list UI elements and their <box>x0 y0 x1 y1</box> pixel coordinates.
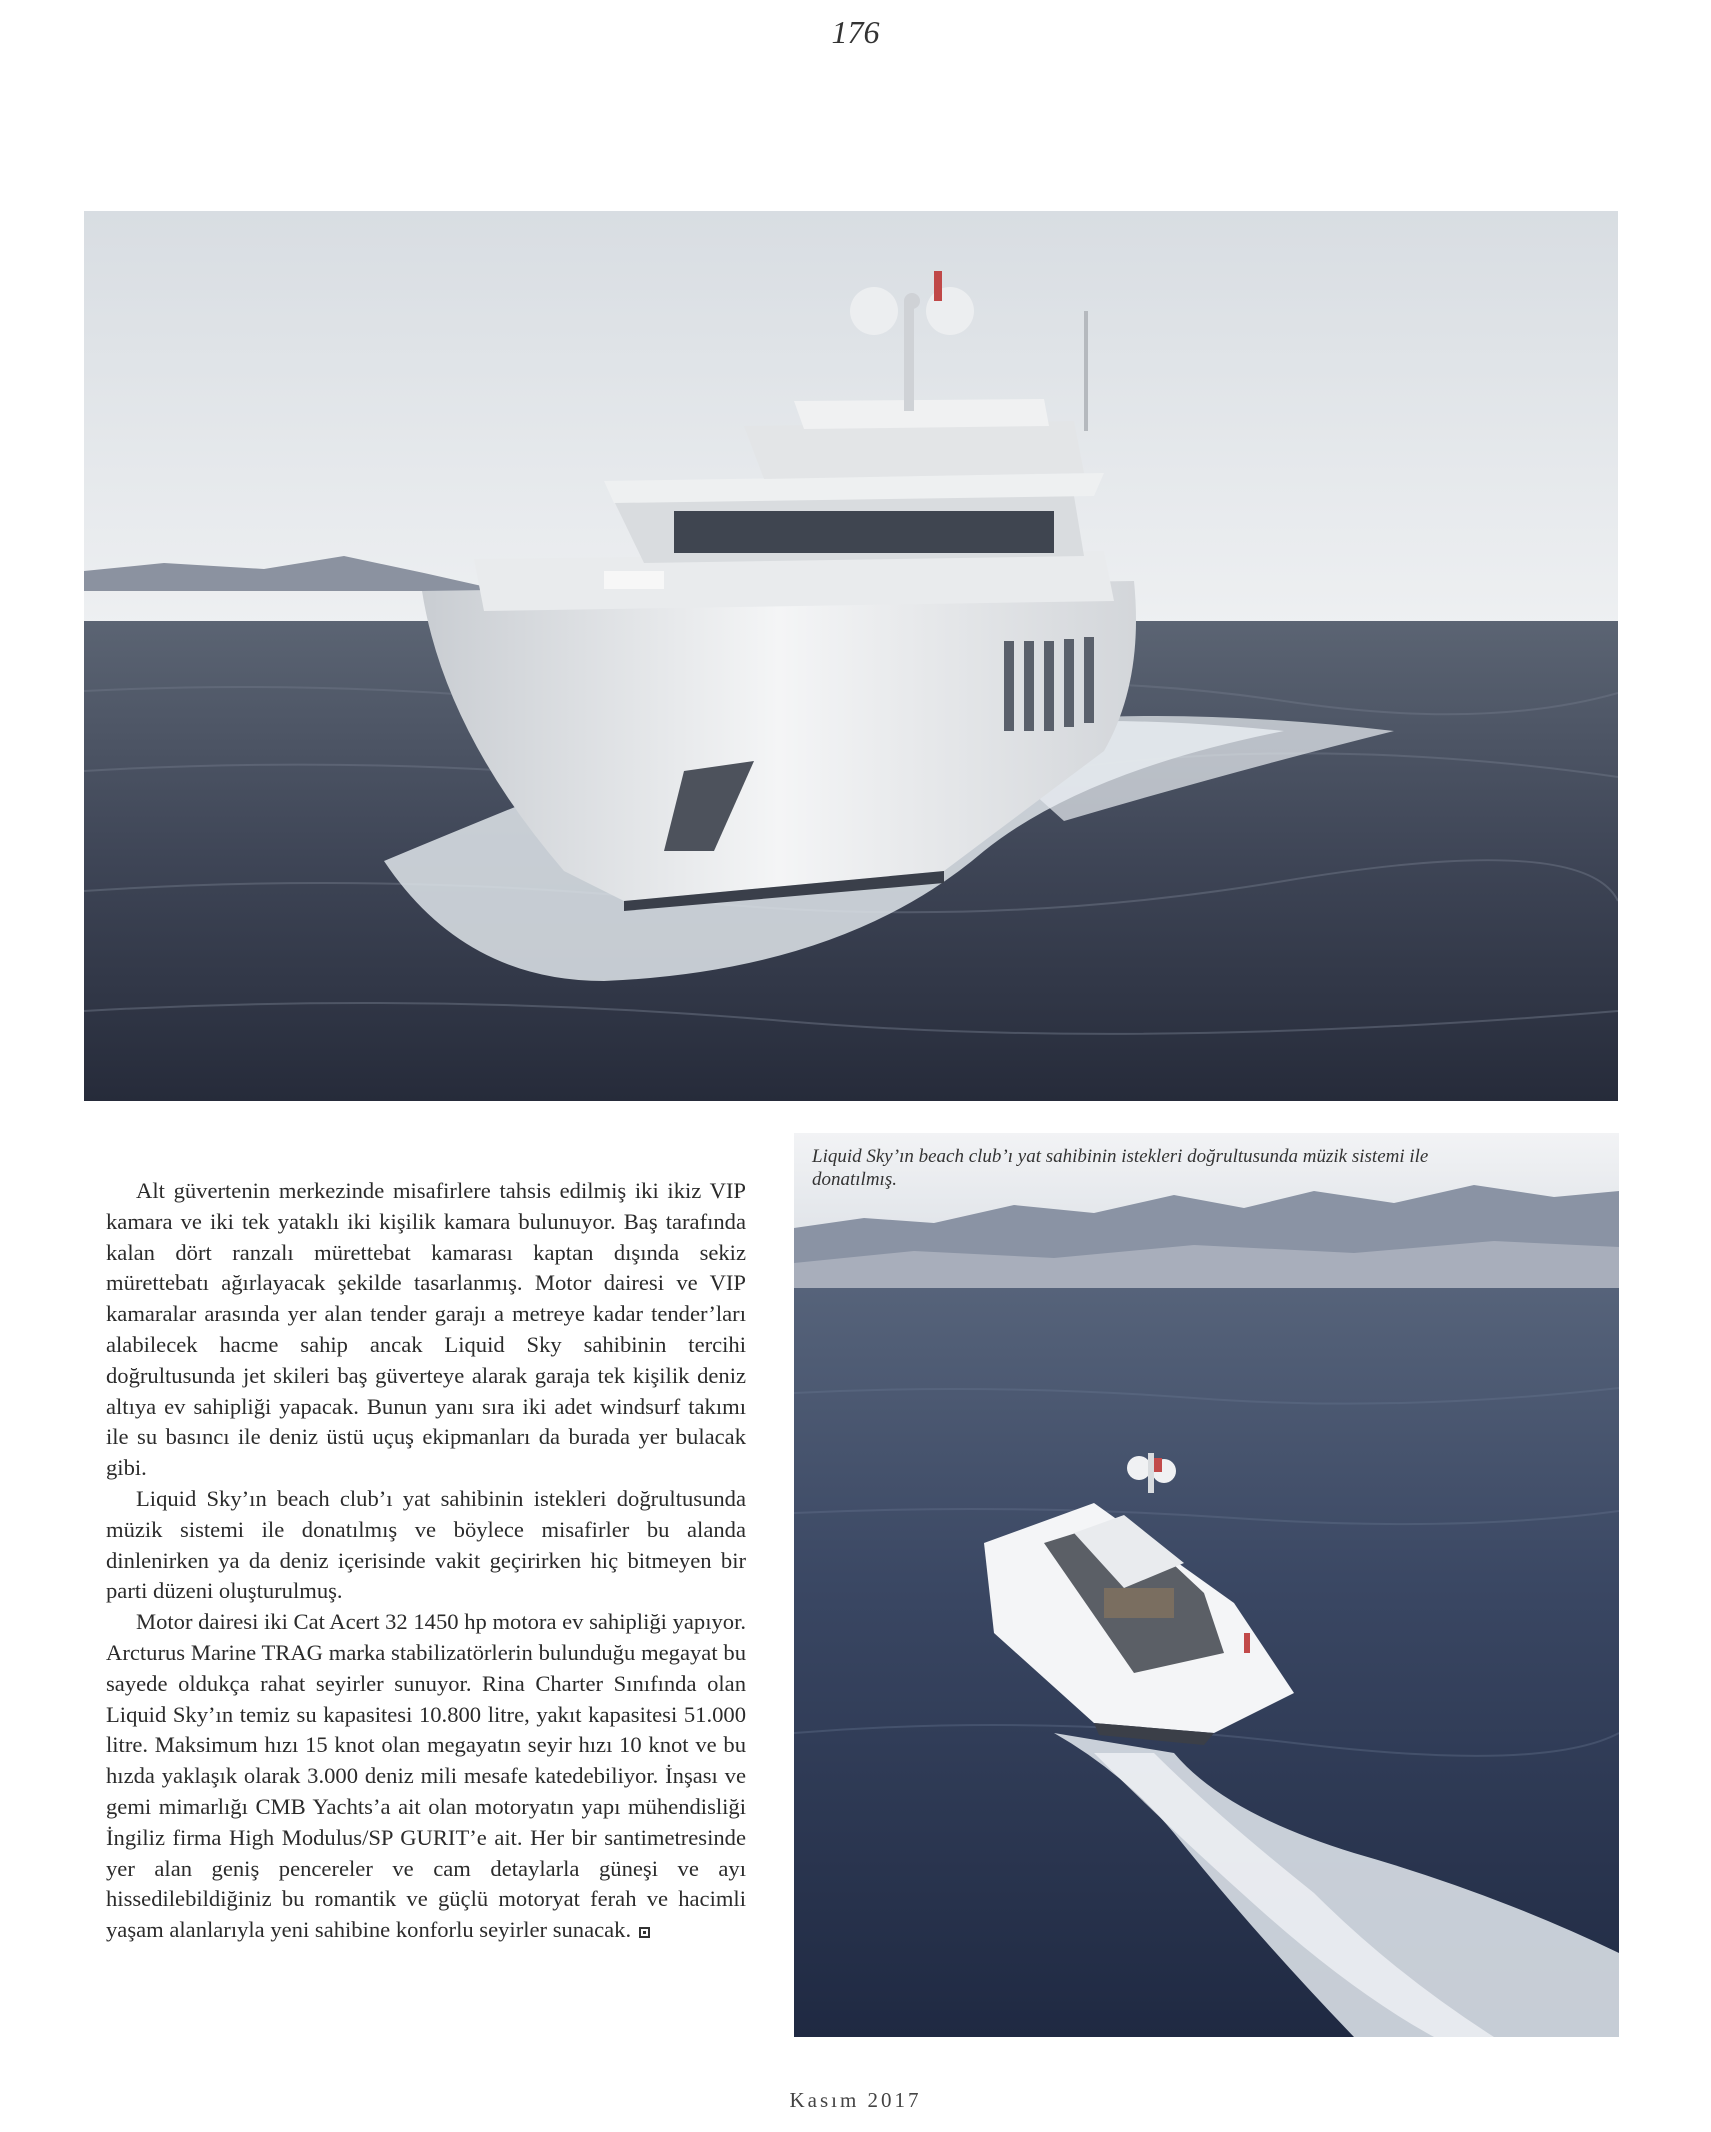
article-paragraph-1: Alt güvertenin merkezinde misafirlere tahsis edilmiş iki ikiz VIP kamara ve iki tek yataklı iki kişilik kamara bulunuyor. Baş tarafında kalan dört ranzalı mürettebat kamarası kaptan dışında sekiz mürettebatı ağırlayacak şekilde tasarlanmış. Motor dairesi ve VIP kamaralar arasında yer alan tender garajı a metreye kadar tender’ları alabilecek hacme sahip ancak Liquid Sky sahibinin tercihi doğrultusunda jet skileri baş güverteye alarak garaja tek kişilik deniz altıya ev sahipliği yapacak. Bunun yanı sıra iki adet windsurf takımı ile su basıncı ile deniz üstü uçuş ekipmanları da burada yer bulacak gibi. <box>106 1178 746 1481</box>
article-paragraph-3-text: Motor dairesi iki Cat Acert 32 1450 hp motora ev sahipliği yapıyor. Arcturus Marine TRAG marka stabilizatörlerin bulunduğu megayat bu sayede oldukça rahat seyirler sunuyor. Rina Charter Sınıfında olan Liquid Sky’ın temiz su kapasitesi 10.800 litre, yakıt kapasitesi 51.000 litre. Maksimum hızı 15 knot olan megayatın seyir hızı 10 knot ve bu hızda yaklaşık olarak 3.000 deniz mili mesafe katedebiliyor. İnşası ve gemi mimarlığı CMB Yachts’a ait olan motoryatın yapı mühendisliği İngiliz firma High Modulus/SP GURIT’e ait. Her bir santimetresinde yer alan geniş pencereler ve cam detaylarla güneşi ve ayı hissedilebildiğiniz bu romantik ve güçlü motoryat ferah ve hacimli yaşam alanlarıyla yeni sahibine konforlu seyirler sunacak. <box>106 1609 746 1943</box>
yacht-bow-photo-icon <box>84 211 1618 1101</box>
article-paragraph-2: Liquid Sky’ın beach club’ı yat sahibinin istekleri doğrultusunda müzik sistemi ile donatılmış ve böylece misafirler bu alanda dinlenirken ya da deniz içerisinde vakit geçirirken hiç bitmeyen bir parti düzeni oluşturulmuş. <box>106 1485 746 1604</box>
article-body <box>106 1176 746 1946</box>
page-footer: Kasım 2017 <box>789 2088 922 2112</box>
photo-caption: Liquid Sky’ın beach club’ı yat sahibinin istekleri doğrultusunda müzik sistemi ile donatılmış. <box>812 1146 1429 1190</box>
hero-photo <box>84 211 1618 1101</box>
secondary-photo <box>794 1133 1619 2037</box>
page-number: 176 <box>831 14 880 50</box>
article-paragraph-3 <box>106 1607 746 1946</box>
end-of-article-icon <box>639 1927 650 1938</box>
yacht-aerial-photo-icon <box>794 1133 1619 2037</box>
